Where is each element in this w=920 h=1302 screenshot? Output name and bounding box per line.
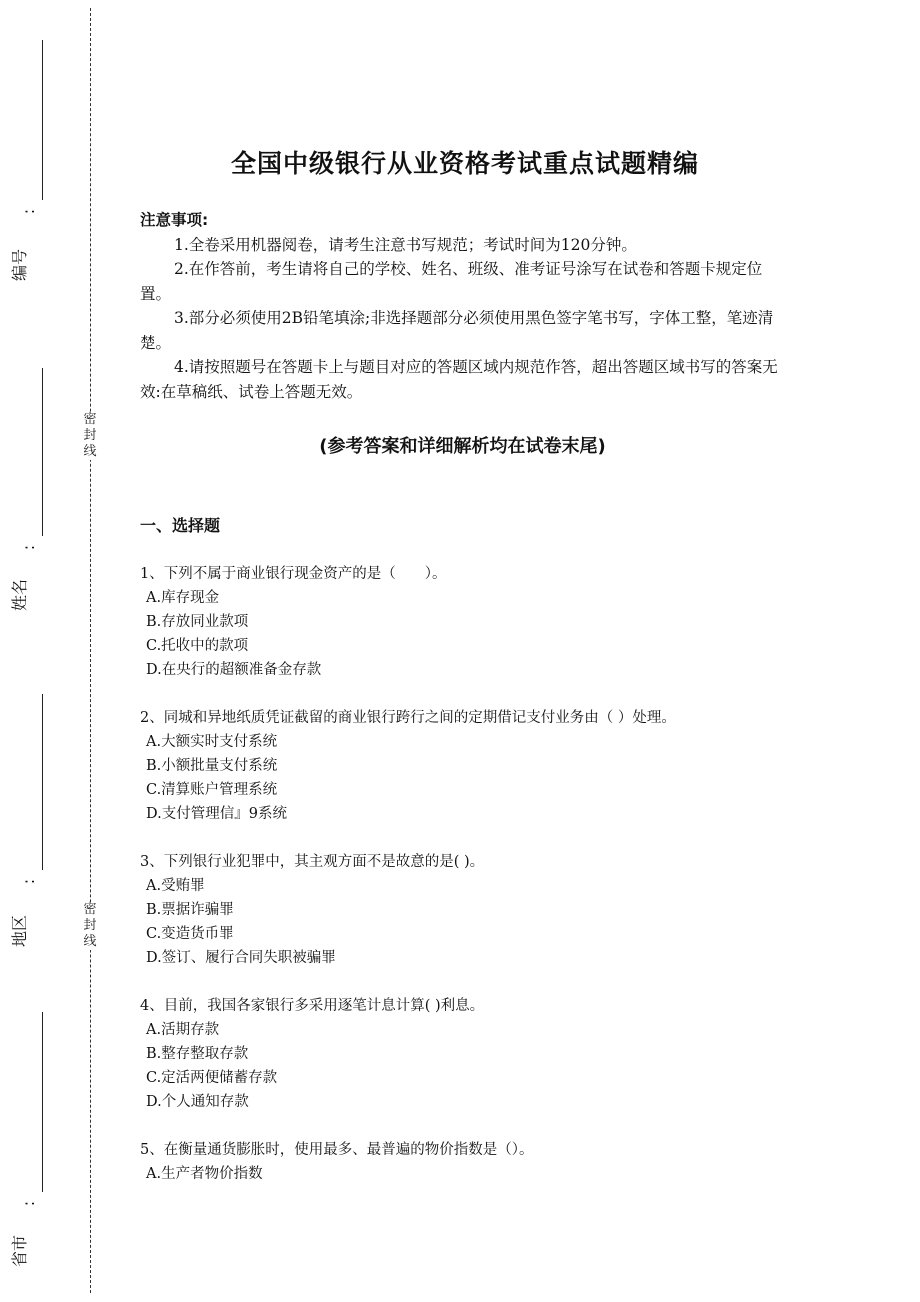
province-line[interactable]	[42, 1012, 43, 1192]
notice-block	[140, 208, 785, 404]
option-b: B.小额批量支付系统	[146, 758, 278, 774]
region-colon: :	[19, 878, 39, 885]
region-label: 地区	[10, 914, 29, 947]
notice-item: 4.请按照题号在答题卡上与题目对应的答题区域内规范作答，超出答题区域书写的答案无效:在草稿纸、试卷上答题无效。	[140, 358, 778, 401]
name-label: 姓名	[10, 578, 29, 611]
page-title: 全国中级银行从业资格考试重点试题精编	[230, 149, 699, 178]
seal-label-upper	[80, 412, 100, 460]
option-c: C.变造货币罪	[146, 926, 234, 942]
seal-char: 密	[83, 902, 97, 917]
section-heading: 一、选择题	[140, 516, 221, 535]
option-b: B.存放同业款项	[146, 614, 249, 630]
question-text: 5、在衡量通货膨胀时，使用最多、最普遍的物价指数是（）。	[140, 1142, 534, 1158]
seal-char: 密	[83, 412, 97, 427]
question-text: 2、同城和异地纸质凭证截留的商业银行跨行之间的定期借记支付业务由（ ）处理。	[140, 710, 676, 726]
seal-char: 封	[83, 918, 97, 933]
option-c: C.定活两便储蓄存款	[146, 1070, 278, 1086]
answer-note: (参考答案和详细解析均在试卷末尾)	[319, 436, 606, 457]
question-text: 4、目前，我国各家银行多采用逐笔计息计算( )利息。	[140, 998, 485, 1014]
option-b: B.整存整取存款	[146, 1046, 249, 1062]
id-number-colon: :	[19, 208, 39, 215]
question-1	[140, 562, 790, 682]
notice-item: 1.全卷采用机器阅卷，请考生注意书写规范；考试时间为120分钟。	[174, 235, 637, 254]
option-a: A.受贿罪	[146, 878, 205, 894]
option-d: D.支付管理信』9系统	[146, 806, 287, 822]
option-a: A.库存现金	[146, 590, 220, 606]
binding-dashed-line	[90, 8, 91, 1293]
province-label: 省市	[10, 1234, 29, 1267]
option-c: C.清算账户管理系统	[146, 782, 278, 798]
question-4	[140, 994, 790, 1114]
question-list	[140, 562, 790, 1210]
option-d: D.签订、履行合同失职被骗罪	[146, 950, 336, 966]
option-d: D.个人通知存款	[146, 1094, 249, 1110]
name-line[interactable]	[42, 368, 43, 536]
question-2	[140, 706, 790, 826]
seal-char: 线	[83, 934, 97, 949]
id-number-label: 编号	[10, 248, 29, 281]
notice-heading: 注意事项:	[140, 211, 209, 229]
question-5	[140, 1138, 790, 1186]
option-b: B.票据诈骗罪	[146, 902, 234, 918]
id-number-line[interactable]	[42, 40, 43, 200]
notice-item: 2.在作答前，考生请将自己的学校、姓名、班级、准考证号涂写在试卷和答题卡规定位置。	[140, 260, 763, 303]
seal-char: 封	[83, 428, 97, 443]
option-a: A.生产者物价指数	[146, 1166, 263, 1182]
option-a: A.大额实时支付系统	[146, 734, 278, 750]
option-a: A.活期存款	[146, 1022, 220, 1038]
seal-label-lower	[80, 902, 100, 950]
notice-item: 3.部分必须使用2B铅笔填涂;非选择题部分必须使用黑色签字笔书写，字体工整，笔迹清楚。	[140, 309, 774, 352]
name-colon: :	[19, 544, 39, 551]
seal-char: 线	[83, 444, 97, 459]
province-colon: :	[19, 1200, 39, 1207]
option-d: D.在央行的超额准备金存款	[146, 662, 322, 678]
question-text: 3、下列银行业犯罪中，其主观方面不是故意的是( )。	[140, 854, 485, 870]
question-3	[140, 850, 790, 970]
question-text: 1、下列不属于商业银行现金资产的是（ ）。	[140, 566, 447, 582]
option-c: C.托收中的款项	[146, 638, 249, 654]
region-line[interactable]	[42, 694, 43, 870]
